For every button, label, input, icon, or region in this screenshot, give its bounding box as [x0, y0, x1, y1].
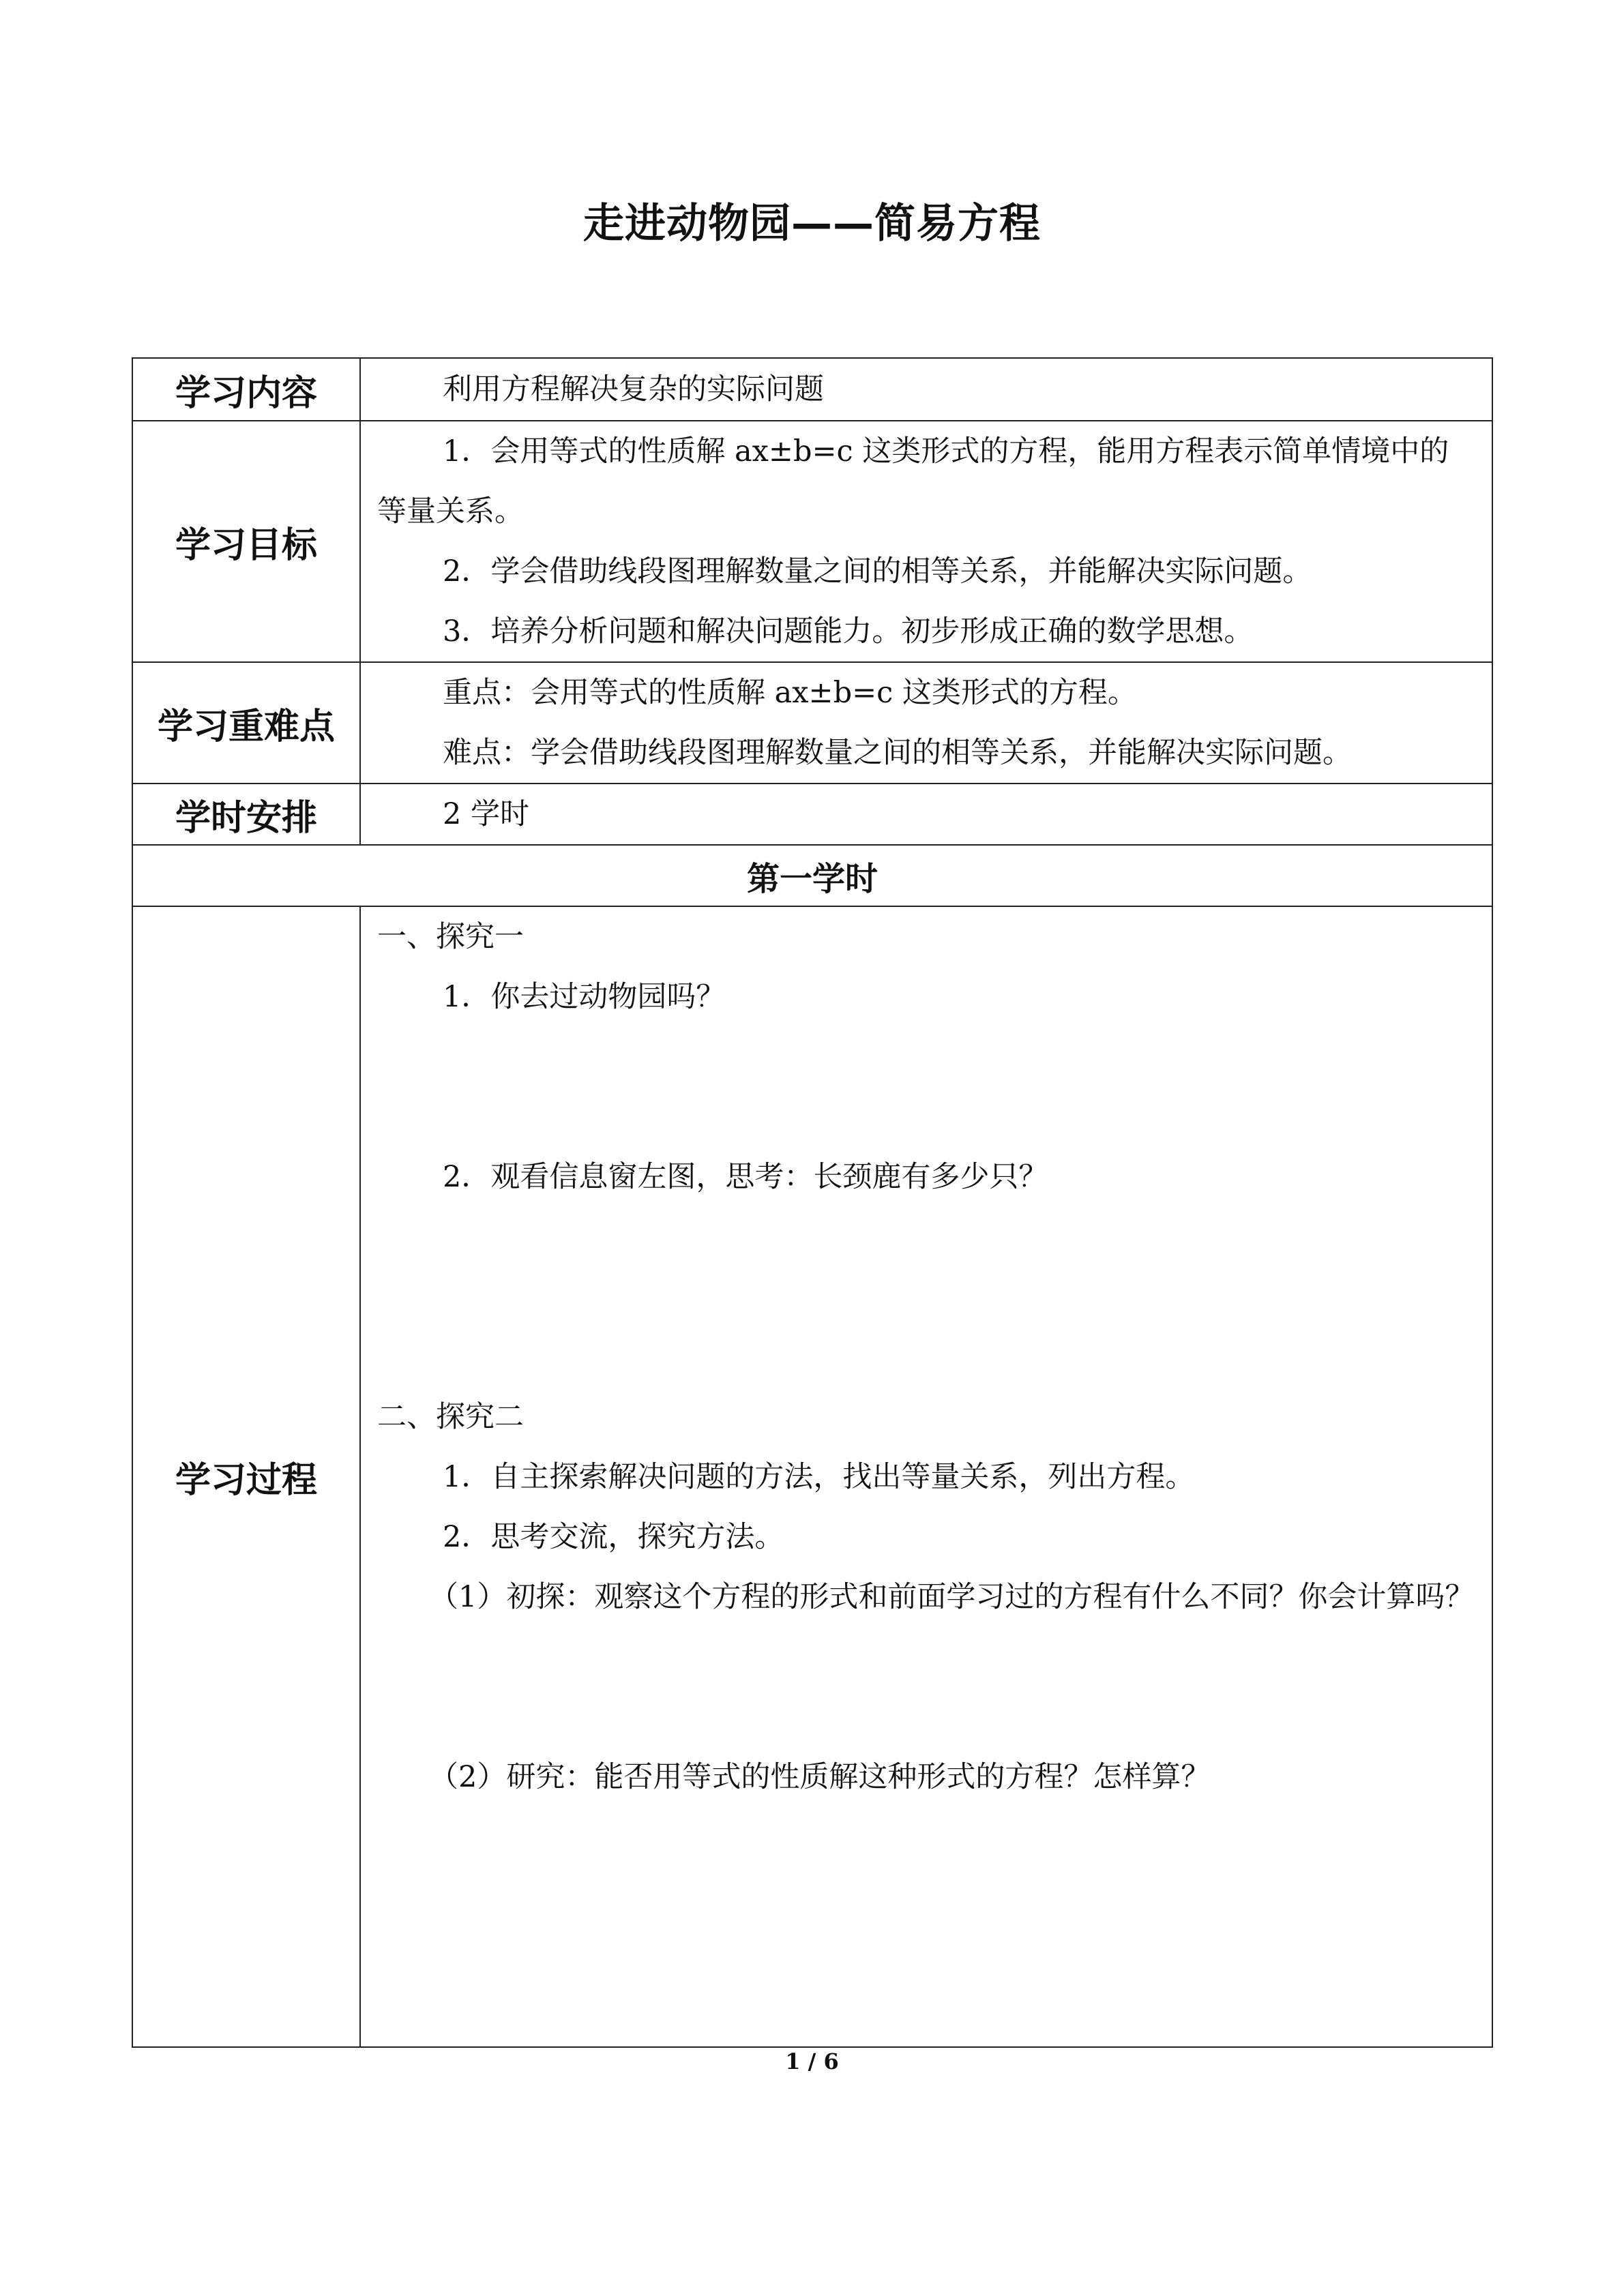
- label-learning-content: 学习内容: [132, 358, 360, 421]
- label-schedule: 学时安排: [132, 784, 360, 845]
- row-key-points: [132, 662, 1492, 784]
- goal-item-2: 2．学会借助线段图理解数量之间的相等关系，并能解决实际问题。: [443, 554, 1312, 588]
- difficult-point-item: 难点：学会借助线段图理解数量之间的相等关系，并能解决实际问题。: [443, 736, 1352, 770]
- part1-heading: 一、探究一: [377, 920, 524, 954]
- row-learning-content: [132, 358, 1492, 421]
- row-learning-process: [132, 906, 1492, 2047]
- key-point-item: 重点：会用等式的性质解 ax±b=c 这类形式的方程。: [443, 676, 1137, 710]
- answer-space-2: [377, 1207, 1475, 1387]
- answer-space-3: [377, 1627, 1475, 1747]
- answer-space-1: [377, 1027, 1475, 1147]
- cell-learning-goals: [360, 421, 1492, 662]
- lesson-plan-table: [132, 357, 1493, 2048]
- part1-item-2: 2．观看信息窗左图，思考：长颈鹿有多少只？: [443, 1160, 1048, 1194]
- section-first-period: 第一学时: [132, 845, 1492, 906]
- label-learning-process: 学习过程: [132, 906, 360, 2047]
- schedule-text: 2 学时: [443, 797, 530, 831]
- learning-content-text: 利用方程解决复杂的实际问题: [443, 372, 824, 406]
- row-learning-goals: [132, 421, 1492, 662]
- cell-learning-process: [360, 906, 1492, 2047]
- part2-heading: 二、探究二: [377, 1400, 524, 1434]
- part1-item-1: 1．你去过动物园吗？: [443, 980, 726, 1014]
- cell-schedule: [360, 784, 1492, 845]
- page-title: 走进动物园——简易方程: [583, 200, 1041, 248]
- part2-sub-1: （1）初探：观察这个方程的形式和前面学习过的方程有什么不同？你会计算吗？: [429, 1580, 1475, 1614]
- row-section-first-period: [132, 845, 1492, 906]
- part2-item-2: 2．思考交流，探究方法。: [443, 1520, 784, 1554]
- cell-learning-content: [360, 358, 1492, 421]
- cell-key-points: [360, 662, 1492, 784]
- label-key-points: 学习重难点: [132, 662, 360, 784]
- label-learning-goals: 学习目标: [132, 421, 360, 662]
- part2-item-1: 1．自主探索解决问题的方法，找出等量关系，列出方程。: [443, 1460, 1195, 1494]
- goal-item-3: 3．培养分析问题和解决问题能力。初步形成正确的数学思想。: [443, 614, 1254, 648]
- goal-item-1: 1．会用等式的性质解 ax±b=c 这类形式的方程，能用方程表示简单情境中的等量关系。: [377, 434, 1449, 528]
- row-schedule: [132, 784, 1492, 845]
- part2-sub-2: （2）研究：能否用等式的性质解这种形式的方程？怎样算？: [429, 1760, 1211, 1794]
- page-number: 1 / 6: [785, 2048, 839, 2074]
